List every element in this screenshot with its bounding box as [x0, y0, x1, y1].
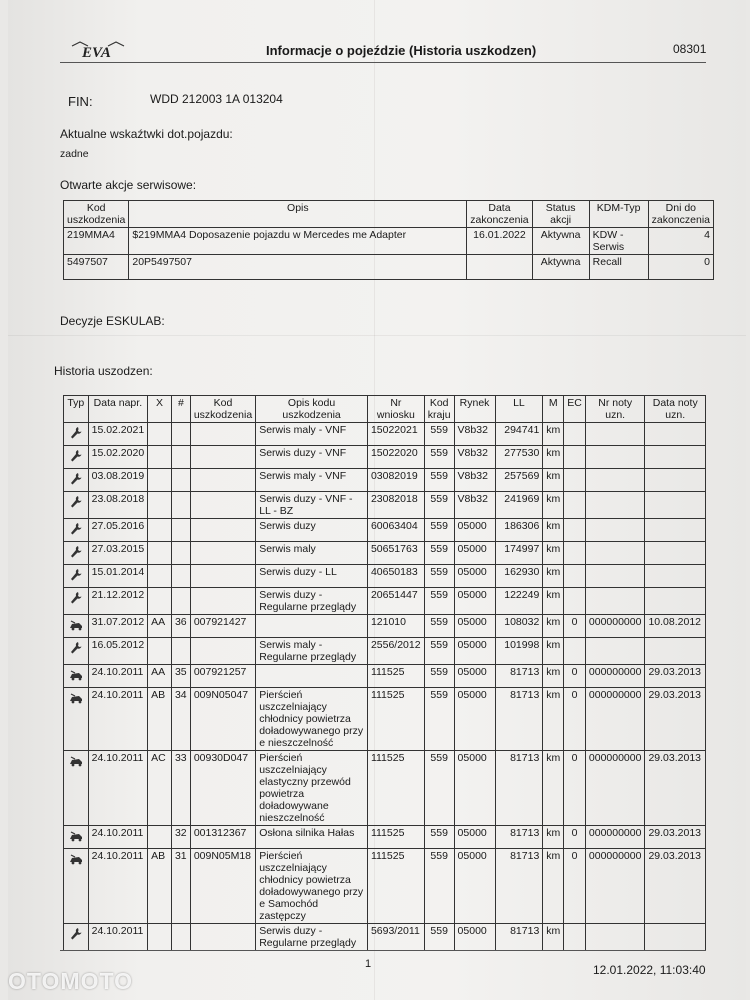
table-cell: 000000000	[585, 751, 645, 826]
table-cell: Recall	[589, 255, 648, 280]
table-cell: 559	[424, 615, 454, 638]
col-header: Kod uszkodzenia	[64, 201, 129, 228]
table-cell	[148, 542, 172, 565]
table-cell: Serwis maly - Regularne przeglądy	[256, 638, 368, 665]
table-cell: 108032	[495, 615, 543, 638]
table-cell	[585, 638, 645, 665]
table-cell: V8b32	[454, 492, 495, 519]
table-cell	[148, 588, 172, 615]
history-row	[64, 688, 706, 751]
table-cell: 559	[424, 492, 454, 519]
table-cell: 5693/2011	[367, 924, 424, 951]
hints-value: zadne	[60, 148, 89, 160]
table-cell: 23.08.2018	[88, 492, 148, 519]
car-damage-icon	[64, 665, 89, 688]
table-cell: 05000	[454, 849, 495, 924]
table-cell	[171, 542, 190, 565]
table-cell: 16.01.2022	[467, 228, 532, 255]
col-header: LL	[495, 396, 543, 423]
table-cell: 05000	[454, 751, 495, 826]
table-cell: 559	[424, 638, 454, 665]
table-cell	[564, 519, 586, 542]
table-cell	[190, 519, 255, 542]
table-cell: 16.05.2012	[88, 638, 148, 665]
table-cell	[148, 446, 172, 469]
table-cell	[171, 565, 190, 588]
table-cell: 559	[424, 469, 454, 492]
table-cell: 5497507	[64, 255, 129, 280]
table-cell: km	[543, 751, 564, 826]
table-cell: 24.10.2011	[88, 849, 148, 924]
col-header: Kod uszkodzenia	[190, 396, 255, 423]
table-cell	[148, 423, 172, 446]
table-cell: 559	[424, 849, 454, 924]
table-cell: 20651447	[367, 588, 424, 615]
col-header: Rynek	[454, 396, 495, 423]
table-cell: 81713	[495, 826, 543, 849]
col-header: Opis	[129, 201, 467, 228]
table-cell: 15.02.2021	[88, 423, 148, 446]
table-cell: 05000	[454, 615, 495, 638]
table-cell: 007921257	[190, 665, 255, 688]
col-header: Nr wniosku	[367, 396, 424, 423]
history-row	[64, 423, 706, 446]
table-cell: 81713	[495, 688, 543, 751]
col-header: Status akcji	[532, 201, 589, 228]
table-cell: 186306	[495, 519, 543, 542]
table-cell: 277530	[495, 446, 543, 469]
table-cell: 0	[564, 615, 586, 638]
table-cell	[190, 423, 255, 446]
table-cell: Aktywna	[532, 228, 589, 255]
table-cell: 559	[424, 924, 454, 951]
fin-value: WDD 212003 1A 013204	[150, 92, 283, 106]
table-cell: 03082019	[367, 469, 424, 492]
table-cell: 15022020	[367, 446, 424, 469]
table-cell	[190, 492, 255, 519]
table-cell: 24.10.2011	[88, 751, 148, 826]
table-cell: 05000	[454, 924, 495, 951]
table-cell	[645, 638, 706, 665]
wrench-icon	[64, 492, 89, 519]
table-cell: 15.01.2014	[88, 565, 148, 588]
table-cell: 121010	[367, 615, 424, 638]
table-cell	[585, 565, 645, 588]
table-cell	[645, 542, 706, 565]
table-cell	[190, 924, 255, 951]
table-cell	[564, 542, 586, 565]
table-cell	[148, 638, 172, 665]
table-cell: km	[543, 423, 564, 446]
table-cell	[585, 446, 645, 469]
table-cell: km	[543, 665, 564, 688]
car-damage-icon	[64, 688, 89, 751]
table-cell: Serwis duzy - Regularne przeglądy	[256, 588, 368, 615]
table-cell: 05000	[454, 542, 495, 565]
table-cell: 34	[171, 688, 190, 751]
table-cell: 05000	[454, 638, 495, 665]
col-header: EC	[564, 396, 586, 423]
table-cell: 24.10.2011	[88, 665, 148, 688]
history-row	[64, 615, 706, 638]
open-actions-table	[63, 200, 714, 280]
wrench-icon	[64, 469, 89, 492]
table-cell	[585, 423, 645, 446]
document-code: 08301	[673, 42, 707, 56]
wrench-icon	[64, 565, 89, 588]
table-cell	[585, 588, 645, 615]
table-cell: 559	[424, 665, 454, 688]
history-row	[64, 565, 706, 588]
table-cell: 111525	[367, 665, 424, 688]
table-cell: 29.03.2013	[645, 688, 706, 751]
table-cell: 559	[424, 446, 454, 469]
table-cell: 111525	[367, 688, 424, 751]
table-cell: 15.02.2020	[88, 446, 148, 469]
wrench-icon	[64, 446, 89, 469]
table-cell: 10.08.2012	[645, 615, 706, 638]
table-cell	[564, 423, 586, 446]
table-cell: 20P5497507	[129, 255, 467, 280]
table-cell	[564, 638, 586, 665]
table-cell: 31.07.2012	[88, 615, 148, 638]
table-cell: km	[543, 446, 564, 469]
table-cell	[585, 924, 645, 951]
table-cell: 559	[424, 423, 454, 446]
wrench-icon	[64, 924, 89, 951]
history-row	[64, 446, 706, 469]
table-cell: 101998	[495, 638, 543, 665]
history-row	[64, 469, 706, 492]
table-cell: AB	[148, 688, 172, 751]
table-cell	[148, 519, 172, 542]
table-cell: Pierścień uszczelniający chłodnicy powietrza doładowywanego przy e Samochód zastępczy	[256, 849, 368, 924]
table-cell: AB	[148, 849, 172, 924]
col-header: Opis kodu uszkodzenia	[256, 396, 368, 423]
table-cell	[148, 565, 172, 588]
table-cell: 241969	[495, 492, 543, 519]
table-cell: 81713	[495, 924, 543, 951]
table-cell	[190, 588, 255, 615]
table-cell: V8b32	[454, 446, 495, 469]
table-cell: 174997	[495, 542, 543, 565]
table-cell: 257569	[495, 469, 543, 492]
table-cell	[645, 924, 706, 951]
table-cell: 05000	[454, 665, 495, 688]
car-damage-icon	[64, 751, 89, 826]
history-row	[64, 492, 706, 519]
table-cell: Pierścień uszczelniający elastyczny przewód powietrza doładowywane nieszczelność	[256, 751, 368, 826]
table-cell: 111525	[367, 751, 424, 826]
table-cell: 000000000	[585, 688, 645, 751]
table-cell: 50651763	[367, 542, 424, 565]
table-cell: 162930	[495, 565, 543, 588]
wrench-icon	[64, 423, 89, 446]
fin-label: FIN:	[68, 94, 93, 109]
table-cell: 32	[171, 826, 190, 849]
table-cell	[171, 638, 190, 665]
table-cell: 009N05047	[190, 688, 255, 751]
table-cell: 05000	[454, 519, 495, 542]
table-cell: Serwis duzy	[256, 519, 368, 542]
table-cell	[171, 423, 190, 446]
table-cell: 111525	[367, 849, 424, 924]
table-cell: 559	[424, 688, 454, 751]
table-cell: 31	[171, 849, 190, 924]
table-cell	[171, 446, 190, 469]
eva-logo	[70, 38, 126, 62]
wrench-icon	[64, 588, 89, 615]
hints-label: Aktualne wskaźtwki dot.pojazdu:	[60, 127, 233, 141]
table-cell	[645, 519, 706, 542]
table-cell: KDW - Serwis	[589, 228, 648, 255]
table-cell: km	[543, 519, 564, 542]
table-cell: 23082018	[367, 492, 424, 519]
table-cell: AA	[148, 665, 172, 688]
table-cell: 0	[564, 826, 586, 849]
table-cell	[585, 542, 645, 565]
table-cell: 24.10.2011	[88, 826, 148, 849]
table-cell: AC	[148, 751, 172, 826]
history-row	[64, 924, 706, 951]
col-header: Nr noty uzn.	[585, 396, 645, 423]
table-cell	[564, 924, 586, 951]
history-table	[63, 395, 706, 951]
table-cell: 15022021	[367, 423, 424, 446]
table-cell: km	[543, 469, 564, 492]
table-cell: 29.03.2013	[645, 826, 706, 849]
col-header: M	[543, 396, 564, 423]
history-row	[64, 542, 706, 565]
wrench-icon	[64, 519, 89, 542]
table-cell: 007921427	[190, 615, 255, 638]
wrench-icon	[64, 542, 89, 565]
table-cell: AA	[148, 615, 172, 638]
table-cell: km	[543, 849, 564, 924]
table-cell	[171, 588, 190, 615]
table-cell: 0	[564, 688, 586, 751]
table-cell: 29.03.2013	[645, 849, 706, 924]
open-action-row	[64, 255, 714, 280]
table-cell: 111525	[367, 826, 424, 849]
table-cell: Serwis duzy - LL	[256, 565, 368, 588]
history-header-row	[64, 396, 706, 423]
table-cell: Osłona silnika Hałas	[256, 826, 368, 849]
table-cell	[190, 638, 255, 665]
table-cell: 0	[564, 665, 586, 688]
document-page	[8, 0, 746, 1000]
table-cell	[190, 446, 255, 469]
table-cell: 122249	[495, 588, 543, 615]
col-header: KDM-Typ	[589, 201, 648, 228]
table-cell: km	[543, 924, 564, 951]
open-actions-label: Otwarte akcje serwisowe:	[60, 178, 197, 192]
table-cell	[564, 565, 586, 588]
car-damage-icon	[64, 826, 89, 849]
table-cell	[645, 469, 706, 492]
logo-text: EVA	[82, 45, 111, 61]
table-cell	[190, 542, 255, 565]
table-cell	[564, 588, 586, 615]
history-row	[64, 826, 706, 849]
table-cell: 60063404	[367, 519, 424, 542]
table-cell: 4	[648, 228, 713, 255]
table-cell: 0	[648, 255, 713, 280]
table-cell: km	[543, 688, 564, 751]
table-cell: V8b32	[454, 423, 495, 446]
table-cell	[148, 469, 172, 492]
table-cell	[645, 492, 706, 519]
table-cell	[171, 469, 190, 492]
table-cell: 559	[424, 588, 454, 615]
table-cell	[467, 255, 532, 280]
table-cell: 0	[564, 751, 586, 826]
table-cell: 000000000	[585, 665, 645, 688]
page-number: 1	[365, 958, 372, 970]
table-cell: 559	[424, 565, 454, 588]
footer-divider	[60, 950, 706, 951]
table-cell	[171, 519, 190, 542]
table-cell	[585, 469, 645, 492]
table-cell: 36	[171, 615, 190, 638]
table-cell: 24.10.2011	[88, 688, 148, 751]
table-cell: Serwis duzy - VNF - LL - BZ	[256, 492, 368, 519]
table-cell	[148, 924, 172, 951]
history-row	[64, 751, 706, 826]
history-row	[64, 849, 706, 924]
col-header: X	[148, 396, 172, 423]
table-cell: Aktywna	[532, 255, 589, 280]
col-header: Data noty uzn.	[645, 396, 706, 423]
history-label: Historia uszodzen:	[54, 364, 153, 378]
table-cell: 2556/2012	[367, 638, 424, 665]
table-cell: km	[543, 588, 564, 615]
table-cell: Serwis maly - VNF	[256, 469, 368, 492]
table-cell: 00930D047	[190, 751, 255, 826]
wrench-icon	[64, 638, 89, 665]
table-cell	[171, 924, 190, 951]
table-cell: $219MMA4 Doposazenie pojazdu w Mercedes me Adapter	[129, 228, 467, 255]
table-cell: 559	[424, 826, 454, 849]
table-cell: 559	[424, 751, 454, 826]
table-cell	[190, 565, 255, 588]
history-row	[64, 638, 706, 665]
col-header: Data napr.	[88, 396, 148, 423]
car-damage-icon	[64, 615, 89, 638]
car-damage-icon	[64, 849, 89, 924]
table-cell: 29.03.2013	[645, 665, 706, 688]
table-cell: 03.08.2019	[88, 469, 148, 492]
table-cell	[171, 492, 190, 519]
table-cell: 27.03.2015	[88, 542, 148, 565]
table-cell: Serwis duzy - Regularne przeglądy	[256, 924, 368, 951]
table-cell: 219MMA4	[64, 228, 129, 255]
table-cell: km	[543, 826, 564, 849]
table-cell: 001312367	[190, 826, 255, 849]
table-cell: km	[543, 542, 564, 565]
decisions-label: Decyzje ESKULAB:	[60, 314, 165, 328]
table-cell	[564, 446, 586, 469]
table-cell	[256, 665, 368, 688]
table-cell: 000000000	[585, 615, 645, 638]
table-cell: 27.05.2016	[88, 519, 148, 542]
table-cell: 009N05M18	[190, 849, 255, 924]
page-title: Informacje o pojeździe (Historia uszkodzen)	[266, 43, 537, 58]
table-cell: 294741	[495, 423, 543, 446]
table-cell: 0	[564, 849, 586, 924]
col-header: Kod kraju	[424, 396, 454, 423]
col-header: Data zakonczenia	[467, 201, 532, 228]
table-cell	[645, 565, 706, 588]
table-cell: Pierścień uszczelniający chłodnicy powietrza doładowywanego przy e nieszczelność	[256, 688, 368, 751]
table-cell	[585, 492, 645, 519]
table-cell: 81713	[495, 751, 543, 826]
table-cell: 33	[171, 751, 190, 826]
table-cell: 24.10.2011	[88, 924, 148, 951]
col-header: #	[171, 396, 190, 423]
table-cell: km	[543, 565, 564, 588]
table-cell: 29.03.2013	[645, 751, 706, 826]
table-cell	[645, 588, 706, 615]
header-divider	[60, 62, 706, 63]
table-cell: 81713	[495, 849, 543, 924]
table-cell	[585, 519, 645, 542]
history-row	[64, 588, 706, 615]
table-cell	[190, 469, 255, 492]
table-cell: 559	[424, 519, 454, 542]
table-cell: 35	[171, 665, 190, 688]
col-header: Dni do zakonczenia	[648, 201, 713, 228]
table-cell	[256, 615, 368, 638]
table-cell: V8b32	[454, 469, 495, 492]
table-cell	[564, 469, 586, 492]
table-cell: km	[543, 492, 564, 519]
table-cell: 81713	[495, 665, 543, 688]
table-cell: Serwis maly - VNF	[256, 423, 368, 446]
table-cell: km	[543, 638, 564, 665]
table-cell	[148, 826, 172, 849]
table-cell: 05000	[454, 588, 495, 615]
table-cell: 40650183	[367, 565, 424, 588]
table-cell: 559	[424, 542, 454, 565]
otomoto-watermark: OTOMOTO	[8, 968, 133, 994]
table-cell: 05000	[454, 688, 495, 751]
open-actions-header-row	[64, 201, 714, 228]
table-cell	[148, 492, 172, 519]
table-cell	[645, 423, 706, 446]
print-datetime: 12.01.2022, 11:03:40	[593, 963, 706, 977]
table-cell: km	[543, 615, 564, 638]
table-cell	[564, 492, 586, 519]
table-cell: 05000	[454, 565, 495, 588]
table-cell: 05000	[454, 826, 495, 849]
table-cell: Serwis maly	[256, 542, 368, 565]
open-action-row	[64, 228, 714, 255]
table-cell: 000000000	[585, 849, 645, 924]
col-header: Typ	[64, 396, 89, 423]
table-cell: Serwis duzy - VNF	[256, 446, 368, 469]
table-cell: 000000000	[585, 826, 645, 849]
table-cell: 21.12.2012	[88, 588, 148, 615]
table-cell	[645, 446, 706, 469]
history-row	[64, 665, 706, 688]
history-row	[64, 519, 706, 542]
